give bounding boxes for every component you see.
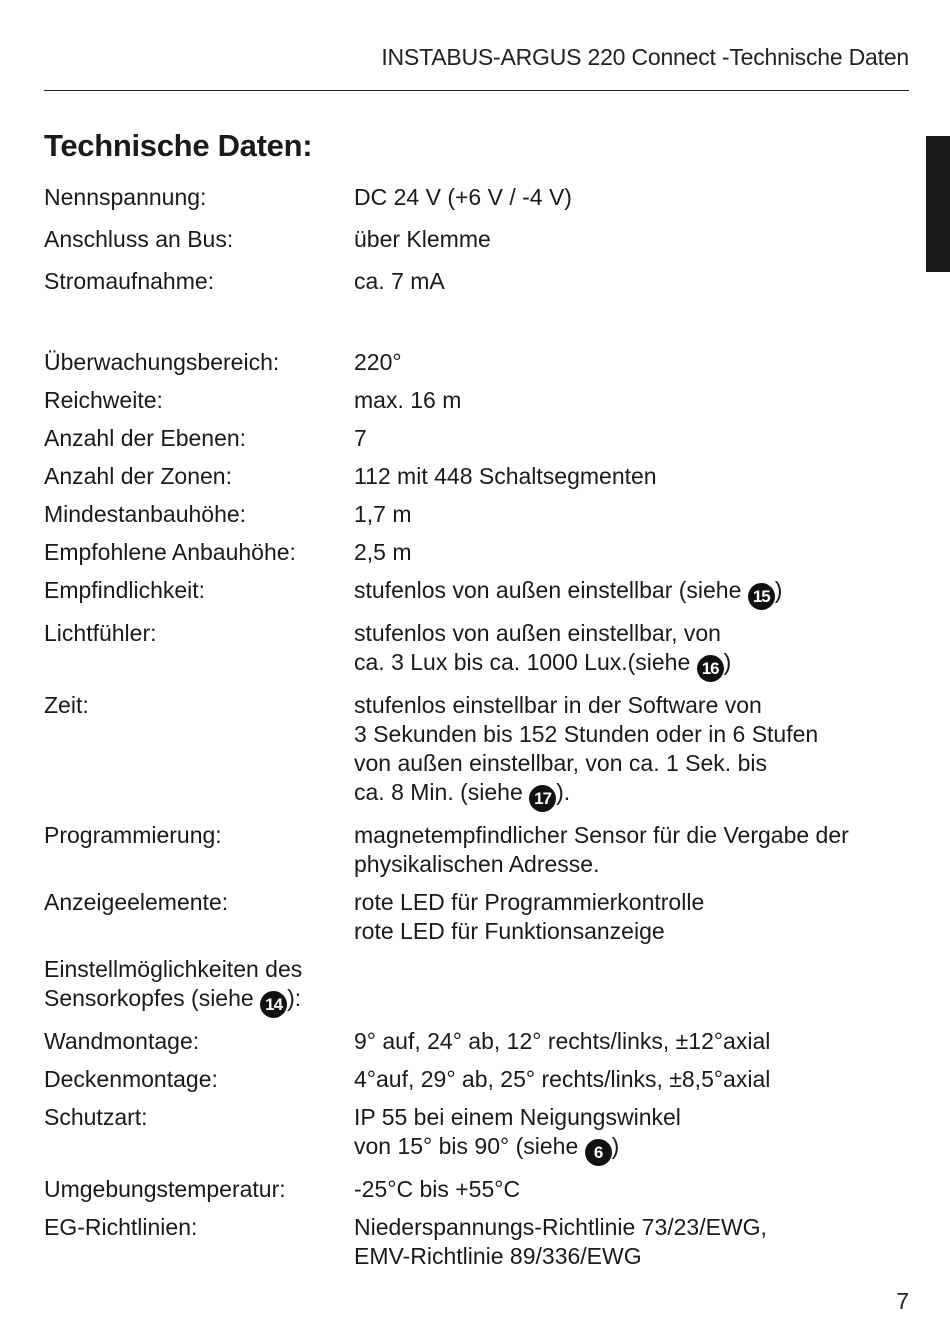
spec-value [354, 267, 914, 296]
spec-row-programmierung [44, 821, 914, 879]
spec-label: Nennspannung: [44, 184, 207, 210]
spec-value-line: 4°auf, 29° ab, 25° rechts/links, ±8,5°axial [354, 1066, 771, 1092]
spec-value-line: 112 mit 448 Schaltsegmenten [354, 463, 657, 489]
spec-row-zonen [44, 462, 914, 491]
spec-label: EG-Richtlinien: [44, 1214, 198, 1240]
spec-value-line: ca. 7 mA [354, 268, 445, 294]
figure-ref-6-icon: 6 [585, 1139, 612, 1166]
spec-value-line: stufenlos von außen einstellbar (siehe 15 ) [354, 576, 914, 610]
spec-value [354, 183, 914, 212]
spec-value [354, 348, 914, 377]
spec-label: Überwachungsbereich: [44, 349, 280, 375]
spec-value [354, 386, 914, 415]
spec-row-stromaufnahme [44, 267, 914, 296]
spec-row-anzeigeelemente [44, 888, 914, 946]
spec-label [44, 955, 384, 1018]
spec-value [354, 462, 914, 491]
spec-value-line: 3 Sekunden bis 152 Stunden oder in 6 Stufen [354, 721, 819, 747]
spec-value [354, 576, 914, 610]
page-number: 7 [896, 1288, 909, 1314]
spec-value [354, 821, 914, 879]
spec-label: Zeit: [44, 692, 89, 718]
spec-value [354, 424, 914, 453]
spec-label: Empfohlene Anbauhöhe: [44, 539, 296, 565]
header-title: INSTABUS-ARGUS 220 Connect -Technische Daten [381, 44, 909, 70]
spec-row-mindestanbauhoehe [44, 500, 914, 529]
spec-value-line: rote LED für Programmierkontrolle [354, 889, 705, 915]
spec-value-line: über Klemme [354, 226, 491, 252]
spec-label-line: Sensorkopfes (siehe 14 ): [44, 984, 384, 1018]
spec-row-empfohlene-anbauhoehe [44, 538, 914, 567]
spec-value [354, 888, 914, 946]
spec-value-line: Niederspannungs-Richtlinie 73/23/EWG, [354, 1214, 767, 1240]
spec-value-line: physikalischen Adresse. [354, 851, 600, 877]
spec-row-ueberwachungsbereich [44, 348, 914, 377]
spec-value-line: IP 55 bei einem Neigungswinkel [354, 1104, 681, 1130]
spec-value-line: von 15° bis 90° (siehe 6 ) [354, 1132, 914, 1166]
spec-value-line: -25°C bis +55°C [354, 1176, 521, 1202]
spec-row-eg-richtlinien [44, 1213, 914, 1271]
spec-label: Reichweite: [44, 387, 163, 413]
spec-value [354, 225, 914, 254]
spec-value-line: stufenlos einstellbar in der Software von [354, 692, 762, 718]
figure-ref-15-icon: 15 [748, 583, 775, 610]
spec-row-empfindlichkeit [44, 576, 914, 610]
spec-value [354, 1103, 914, 1166]
spec-row-umgebungstemperatur [44, 1175, 914, 1204]
spec-value [354, 1175, 914, 1204]
spec-row-ebenen [44, 424, 914, 453]
spec-row-reichweite [44, 386, 914, 415]
spec-value-line: magnetempfindlicher Sensor für die Vergabe der [354, 822, 849, 848]
spec-label: Mindestanbauhöhe: [44, 501, 247, 527]
spec-label: Lichtfühler: [44, 620, 157, 646]
spec-value [354, 538, 914, 567]
figure-ref-17-icon: 17 [529, 785, 556, 812]
spec-list [44, 183, 914, 1271]
spec-label: Stromaufnahme: [44, 268, 215, 294]
spec-value-line: ca. 8 Min. (siehe 17 ). [354, 778, 914, 812]
spec-value [354, 1027, 914, 1056]
spec-row-schutzart [44, 1103, 914, 1166]
spec-row-wandmontage [44, 1027, 914, 1056]
page-header [44, 40, 909, 91]
figure-ref-16-icon: 16 [697, 655, 724, 682]
spec-value-line: 220° [354, 349, 402, 375]
spec-value-line: 2,5 m [354, 539, 412, 565]
spec-label: Schutzart: [44, 1104, 148, 1130]
figure-ref-14-icon: 14 [260, 991, 287, 1018]
spec-value-line: stufenlos von außen einstellbar, von [354, 620, 721, 646]
spec-row-lichtfuehler [44, 619, 914, 682]
spec-value-line: 7 [354, 425, 367, 451]
spec-label: Wandmontage: [44, 1028, 200, 1054]
spec-label: Anschluss an Bus: [44, 226, 234, 252]
spec-value-line: DC 24 V (+6 V / -4 V) [354, 184, 572, 210]
spec-value-line: 1,7 m [354, 501, 412, 527]
spec-value [354, 500, 914, 529]
spec-label: Anzeigeelemente: [44, 889, 229, 915]
spec-label: Programmierung: [44, 822, 222, 848]
spec-row-nennspannung [44, 183, 914, 212]
spec-row-deckenmontage [44, 1065, 914, 1094]
spec-value [354, 691, 914, 812]
spec-label: Deckenmontage: [44, 1066, 218, 1092]
spec-value-line: EMV-Richtlinie 89/336/EWG [354, 1243, 642, 1269]
spec-row-zeit [44, 691, 914, 812]
section-title: Technische Daten: [44, 128, 313, 163]
spec-value [354, 619, 914, 682]
chapter-tab-marker [926, 136, 950, 272]
spec-label: Anzahl der Zonen: [44, 463, 232, 489]
spec-value-line: ca. 3 Lux bis ca. 1000 Lux.(siehe 16 ) [354, 648, 914, 682]
spec-label: Anzahl der Ebenen: [44, 425, 247, 451]
spec-label: Umgebungstemperatur: [44, 1176, 286, 1202]
spec-value-line: max. 16 m [354, 387, 462, 413]
spec-value [354, 1213, 914, 1271]
spec-value-line: 9° auf, 24° ab, 12° rechts/links, ±12°axial [354, 1028, 771, 1054]
spec-value [354, 1065, 914, 1094]
spec-value-line: von außen einstellbar, von ca. 1 Sek. bis [354, 750, 767, 776]
spec-label-line: Einstellmöglichkeiten des [44, 956, 303, 982]
spec-value-line: rote LED für Funktionsanzeige [354, 918, 665, 944]
spec-row-einstellmoeglichkeiten [44, 955, 914, 1018]
spec-row-anschluss [44, 225, 914, 254]
spec-label: Empfindlichkeit: [44, 577, 206, 603]
